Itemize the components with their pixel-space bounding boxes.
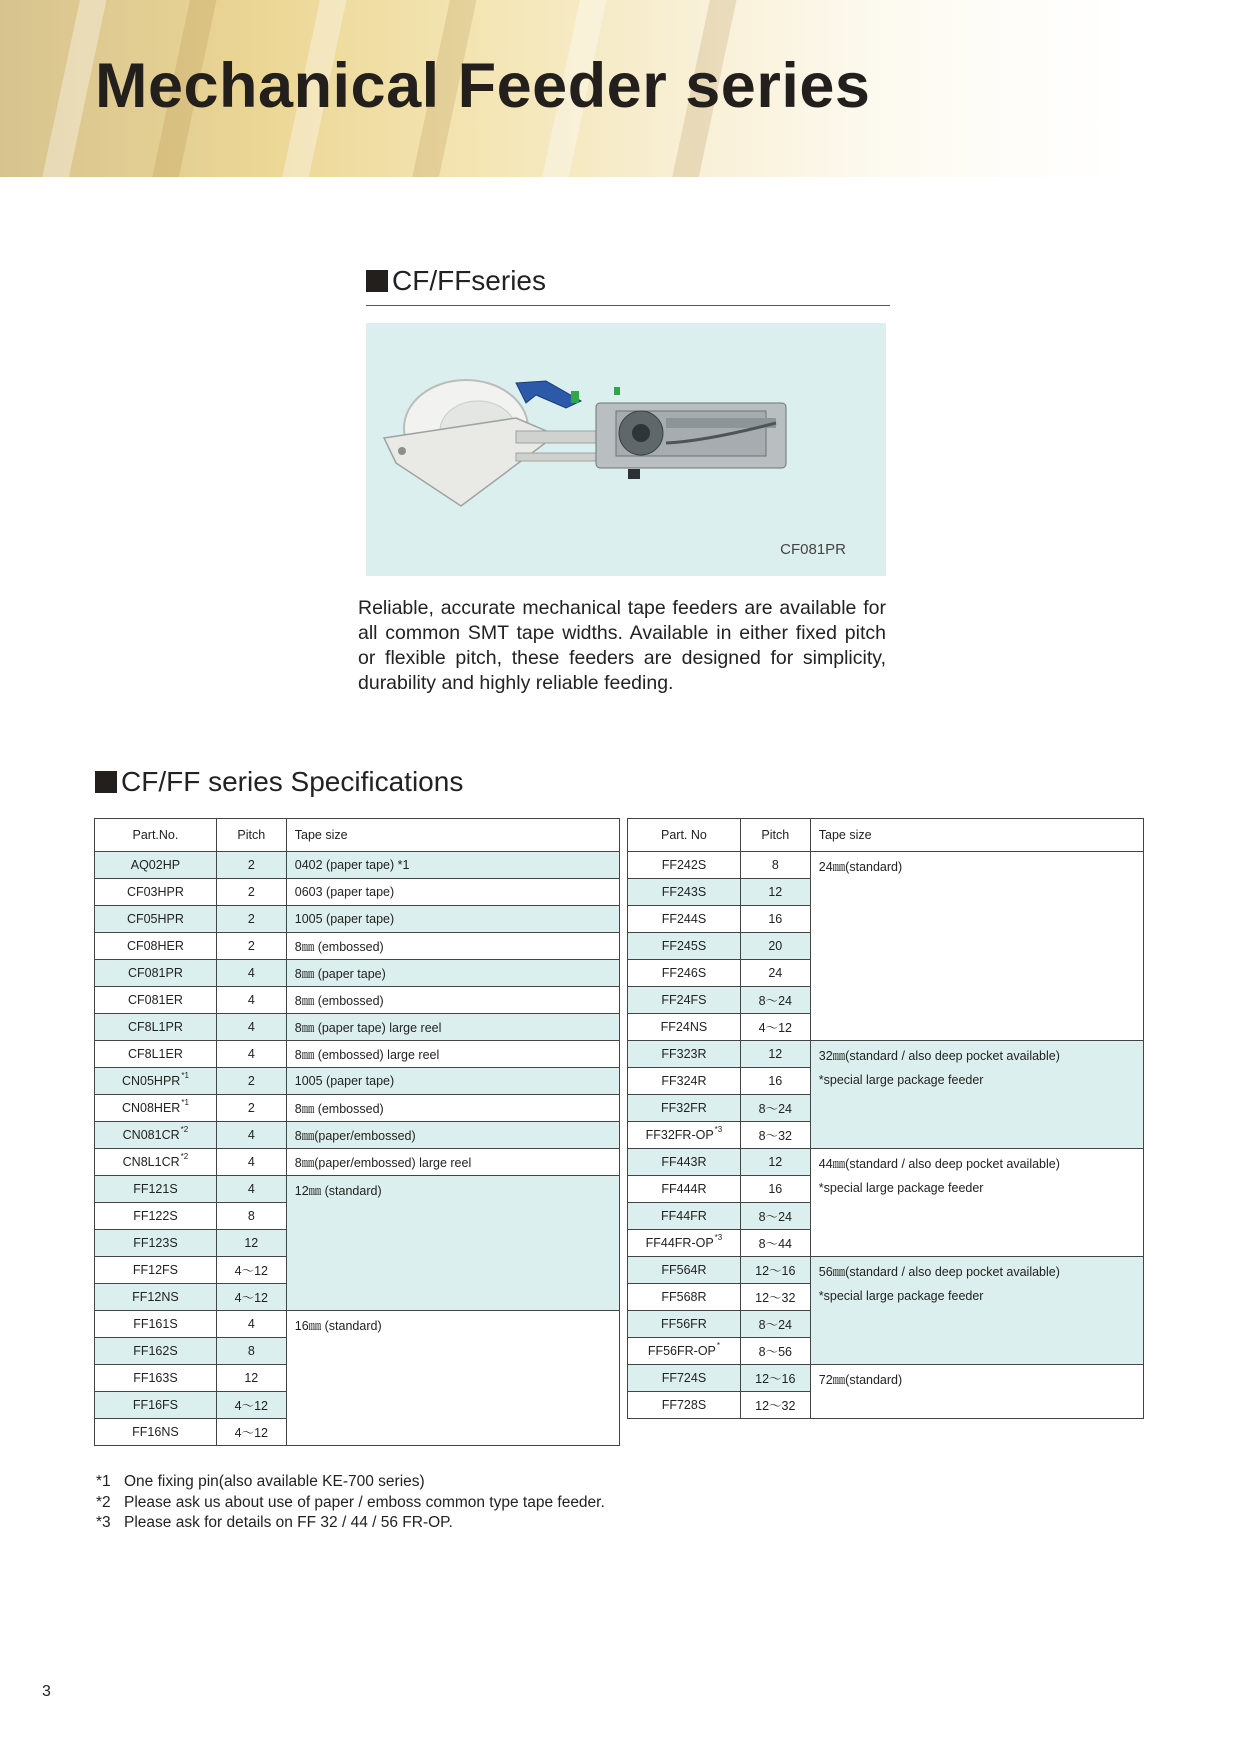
pitch-cell: 8: [216, 1203, 286, 1230]
pitch-cell: 4: [216, 960, 286, 987]
table-row: [95, 1068, 620, 1095]
pitch-cell: 16: [740, 1068, 810, 1095]
pitch-cell: 8～24: [740, 1311, 810, 1338]
part-number-cell: FF161S: [95, 1311, 217, 1338]
part-number-cell: FF24NS: [628, 1014, 741, 1041]
table-row: [628, 1365, 1144, 1392]
part-number-cell: FF56FR: [628, 1311, 741, 1338]
pitch-cell: 8～32: [740, 1122, 810, 1149]
tape-size-cell: 12㎜ (standard): [286, 1176, 619, 1311]
page-title: Mechanical Feeder series: [95, 51, 871, 121]
pitch-cell: 8～24: [740, 1095, 810, 1122]
part-number-cell: CF081PR: [95, 960, 217, 987]
column-header: Tape size: [810, 819, 1143, 852]
pitch-cell: 12: [740, 879, 810, 906]
footnote: *3 Please ask for details on FF 32 / 44 / 56 FR-OP.: [96, 1514, 453, 1531]
series-description: Reliable, accurate mechanical tape feeders are available for all common SMT tape widths. Available in either fixed pitch or flexible pitch, these feeders are designed for simplicity, durability and highly reliable feeding.: [358, 597, 886, 694]
pitch-cell: 12～32: [740, 1284, 810, 1311]
part-number-cell: FF444R: [628, 1176, 741, 1203]
pitch-cell: 2: [216, 906, 286, 933]
tape-size-note: *special large package feeder: [818, 1073, 984, 1087]
part-number-cell: FF44FR-OP$^{*3}$: [628, 1230, 741, 1257]
table-row: [628, 1257, 1144, 1284]
table-row: [95, 879, 620, 906]
part-number-cell: FF163S: [95, 1365, 217, 1392]
table-row: [95, 933, 620, 960]
part-number-cell: CN8L1CR$^{*2}$: [95, 1149, 217, 1176]
section-heading-text: CF/FFseries: [392, 265, 546, 296]
part-number-cell: CN05HPR$^{*1}$: [95, 1068, 217, 1095]
tape-size-note: *special large package feeder: [818, 1289, 984, 1303]
tape-size-cell: 8㎜ (paper tape) large reel: [286, 1014, 619, 1041]
part-number-cell: FF323R: [628, 1041, 741, 1068]
part-number-cell: FF56FR-OP*: [628, 1338, 741, 1365]
pitch-cell: 24: [740, 960, 810, 987]
pitch-cell: 4: [216, 1122, 286, 1149]
table-row: [95, 1176, 620, 1203]
table-row: [95, 1014, 620, 1041]
table-row: [95, 1095, 620, 1122]
tape-size-cell: 8㎜ (embossed): [286, 933, 619, 960]
tape-size-note: *special large package feeder: [818, 1181, 984, 1195]
part-number-cell: FF12FS: [95, 1257, 217, 1284]
part-number-cell: AQ02HP: [95, 852, 217, 879]
footnote: *2 Please ask us about use of paper / emboss common type tape feeder.: [96, 1493, 605, 1511]
part-number-cell: FF121S: [95, 1176, 217, 1203]
tape-size-line: 72㎜(standard): [818, 1373, 903, 1387]
pitch-cell: 16: [740, 1176, 810, 1203]
tape-size-line: 24㎜(standard): [818, 860, 903, 874]
tape-size-cell: 16㎜ (standard): [286, 1311, 619, 1446]
part-number-cell: FF162S: [95, 1338, 217, 1365]
pitch-cell: 4: [216, 1149, 286, 1176]
part-number-cell: FF244S: [628, 906, 741, 933]
tape-size-line: 44㎜(standard / also deep pocket available): [818, 1157, 1060, 1171]
tape-size-line: 32㎜(standard / also deep pocket available): [818, 1049, 1060, 1063]
tape-size-cell: [810, 1365, 1143, 1419]
part-number-cell: FF243S: [628, 879, 741, 906]
pitch-cell: 12: [216, 1365, 286, 1392]
part-number-cell: CN08HER$^{*1}$: [95, 1095, 217, 1122]
part-number-cell: FF16NS: [95, 1419, 217, 1446]
pitch-cell: 4～12: [216, 1284, 286, 1311]
tape-size-cell: 8㎜ (embossed): [286, 1095, 619, 1122]
part-number-cell: FF32FR-OP$^{*3}$: [628, 1122, 741, 1149]
pitch-cell: 12～32: [740, 1392, 810, 1419]
pitch-cell: 8: [740, 852, 810, 879]
pitch-cell: 2: [216, 1095, 286, 1122]
part-number-cell: CF8L1ER: [95, 1041, 217, 1068]
part-number-cell: CF081ER: [95, 987, 217, 1014]
pitch-cell: 12: [740, 1041, 810, 1068]
pitch-cell: 2: [216, 879, 286, 906]
pitch-cell: 12: [740, 1149, 810, 1176]
part-number-cell: FF122S: [95, 1203, 217, 1230]
pitch-cell: 4: [216, 1041, 286, 1068]
part-number-cell: FF724S: [628, 1365, 741, 1392]
column-header: Pitch: [216, 819, 286, 852]
tape-size-cell: [810, 1149, 1143, 1257]
table-row: [95, 1149, 620, 1176]
pitch-cell: 8～24: [740, 987, 810, 1014]
tape-size-cell: 8㎜(paper/embossed) large reel: [286, 1149, 619, 1176]
pitch-cell: 4: [216, 1014, 286, 1041]
footnotes: [96, 1472, 605, 1534]
table-row: [628, 1149, 1144, 1176]
pitch-cell: 8～24: [740, 1203, 810, 1230]
part-number-cell: FF16FS: [95, 1392, 217, 1419]
section-divider: [366, 305, 890, 306]
pitch-cell: 4～12: [216, 1392, 286, 1419]
part-number-cell: FF44FR: [628, 1203, 741, 1230]
part-number-cell: CF8L1PR: [95, 1014, 217, 1041]
tape-size-cell: 0603 (paper tape): [286, 879, 619, 906]
table-row: [95, 852, 620, 879]
tape-size-line: 56㎜(standard / also deep pocket available): [818, 1265, 1060, 1279]
part-number-cell: FF728S: [628, 1392, 741, 1419]
table-row: [95, 1122, 620, 1149]
part-number-cell: FF24FS: [628, 987, 741, 1014]
part-number-cell: CF05HPR: [95, 906, 217, 933]
tape-size-cell: [810, 1257, 1143, 1365]
square-bullet-icon: [95, 771, 117, 793]
part-number-cell: FF564R: [628, 1257, 741, 1284]
table-row: [95, 1311, 620, 1338]
table-row: [628, 852, 1144, 879]
section-heading-series: [366, 265, 546, 297]
table-row: [628, 1041, 1144, 1068]
pitch-cell: 8: [216, 1338, 286, 1365]
column-header: Pitch: [740, 819, 810, 852]
column-header: Tape size: [286, 819, 619, 852]
feeder-illustration: [366, 323, 886, 576]
tape-size-cell: 8㎜ (embossed) large reel: [286, 1041, 619, 1068]
pitch-cell: 4～12: [740, 1014, 810, 1041]
part-number-cell: CN081CR$^{*2}$: [95, 1122, 217, 1149]
part-number-cell: FF12NS: [95, 1284, 217, 1311]
part-number-cell: FF568R: [628, 1284, 741, 1311]
tape-size-cell: 1005 (paper tape): [286, 1068, 619, 1095]
part-number-cell: FF123S: [95, 1230, 217, 1257]
pitch-cell: 2: [216, 933, 286, 960]
pitch-cell: 2: [216, 1068, 286, 1095]
section-heading-text: CF/FF series Specifications: [121, 766, 464, 797]
pitch-cell: 12: [216, 1230, 286, 1257]
pitch-cell: 16: [740, 906, 810, 933]
pitch-cell: 4: [216, 1176, 286, 1203]
table-row: [95, 1041, 620, 1068]
part-number-cell: FF245S: [628, 933, 741, 960]
pitch-cell: 4: [216, 987, 286, 1014]
tape-size-cell: [810, 852, 1143, 1041]
part-number-cell: CF03HPR: [95, 879, 217, 906]
pitch-cell: 2: [216, 852, 286, 879]
table-row: [95, 906, 620, 933]
table-row: [95, 960, 620, 987]
pitch-cell: 12～16: [740, 1365, 810, 1392]
pitch-cell: 4～12: [216, 1257, 286, 1284]
part-number-cell: FF32FR: [628, 1095, 741, 1122]
pitch-cell: 8～44: [740, 1230, 810, 1257]
footnote: *1 One fixing pin(also available KE-700 series): [96, 1473, 425, 1490]
pitch-cell: 4～12: [216, 1419, 286, 1446]
part-number-cell: FF324R: [628, 1068, 741, 1095]
page-number: 3: [42, 1683, 51, 1700]
tape-size-cell: 0402 (paper tape) *1: [286, 852, 619, 879]
part-number-cell: FF246S: [628, 960, 741, 987]
section-heading-specifications: [95, 766, 463, 798]
column-header: Part. No: [628, 819, 741, 852]
tape-size-cell: 8㎜ (paper tape): [286, 960, 619, 987]
pitch-cell: 4: [216, 1311, 286, 1338]
table-row: [95, 987, 620, 1014]
square-bullet-icon: [366, 270, 388, 292]
product-photo: [366, 323, 886, 576]
spec-table-right: [627, 818, 1144, 1419]
pitch-cell: 12～16: [740, 1257, 810, 1284]
tape-size-cell: [810, 1041, 1143, 1149]
image-caption: CF081PR: [780, 541, 846, 558]
part-number-cell: FF443R: [628, 1149, 741, 1176]
part-number-cell: FF242S: [628, 852, 741, 879]
pitch-cell: 8～56: [740, 1338, 810, 1365]
tape-size-cell: 1005 (paper tape): [286, 906, 619, 933]
tape-size-cell: 8㎜(paper/embossed): [286, 1122, 619, 1149]
part-number-cell: CF08HER: [95, 933, 217, 960]
tape-size-cell: 8㎜ (embossed): [286, 987, 619, 1014]
spec-table-left: [94, 818, 620, 1446]
pitch-cell: 20: [740, 933, 810, 960]
column-header: Part.No.: [95, 819, 217, 852]
